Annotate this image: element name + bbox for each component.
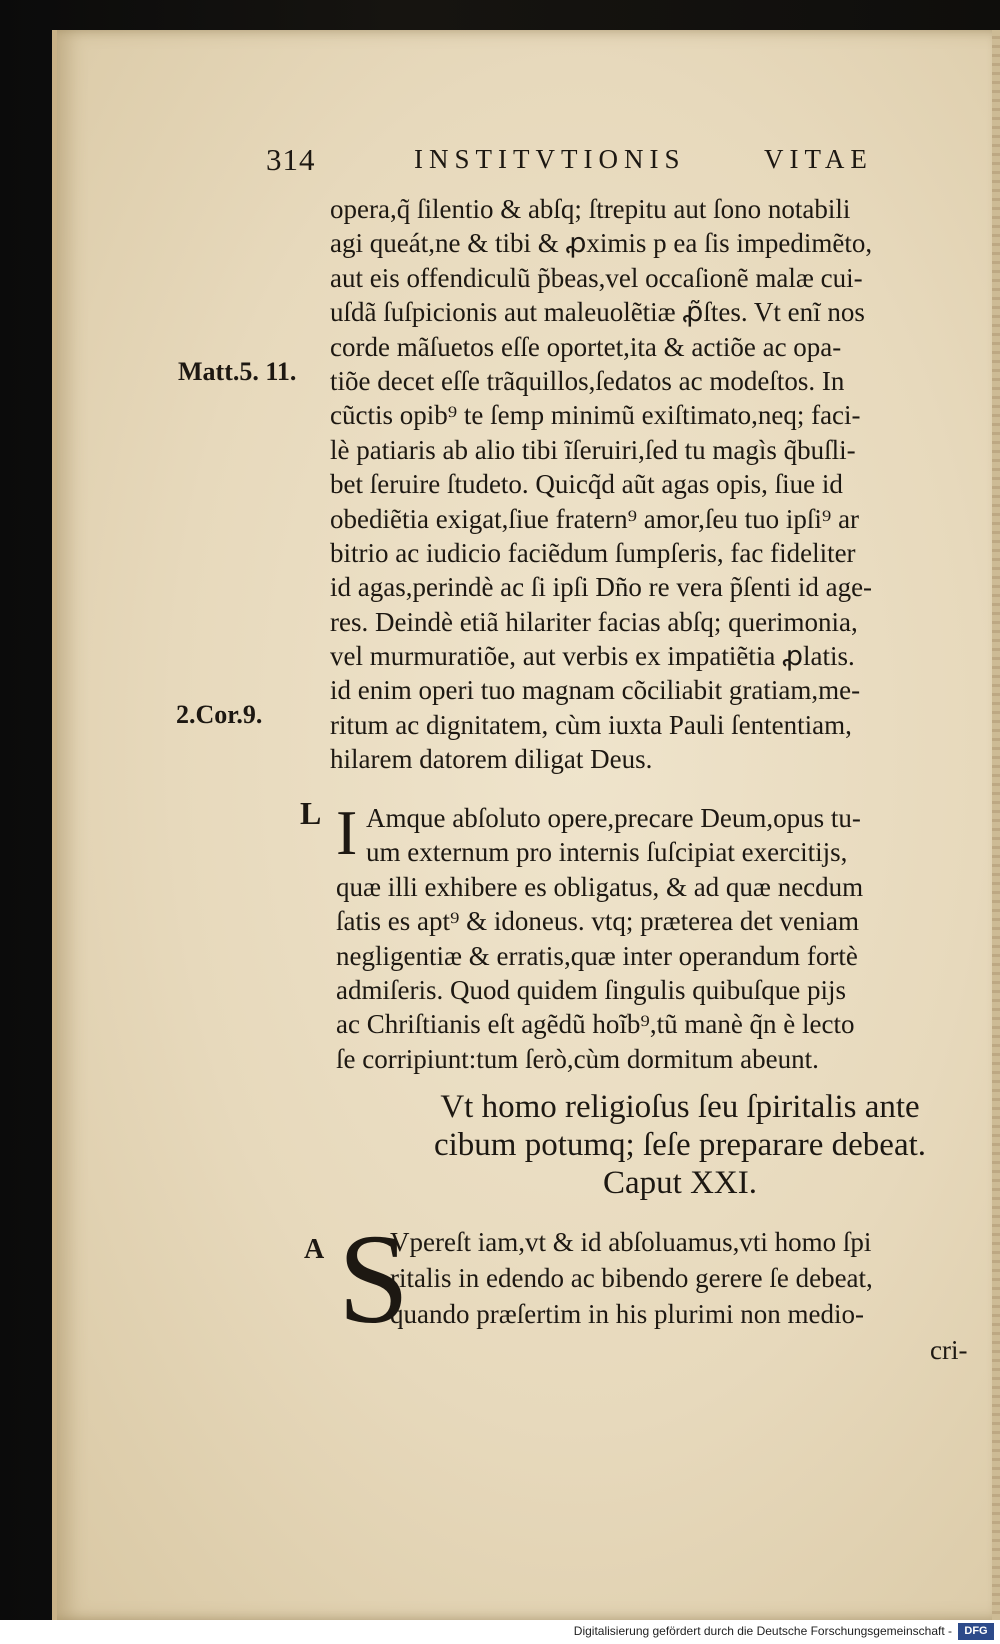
margin-letter-l: L	[300, 795, 322, 831]
text-line: lè patiaris ab alio tibi ĩſeruiri,ſed tu magìs q̃buſli-	[330, 434, 856, 465]
text-line: obediẽtia exigat,ſiue fratern⁹ amor,ſeu tuo ipſi⁹ ar	[330, 503, 860, 534]
text-line: um externum pro internis ſuſcipiat exercitijs,	[366, 837, 848, 868]
text-line: cũctis opib⁹ te ſemp minimũ exiſtimato,neq; faci-	[330, 400, 861, 431]
text-line: opera,q̃ ſilentio & abſq; ſtrepitu aut ſono notabili	[330, 194, 851, 224]
chapter-heading	[380, 1088, 980, 1202]
digitization-footer	[0, 1620, 1000, 1644]
text-line: hilarem datorem diligat Deus.	[330, 744, 653, 775]
text-line: ritum ac dignitatem, cùm iuxta Pauli ſententiam,	[330, 709, 852, 740]
text-line: tiõe decet eſſe trãquillos,ſedatos ac modeſtos. In	[330, 365, 845, 396]
text-line: bitrio ac iudicio faciẽdum ſumpſeris, fac fideliter	[330, 537, 856, 568]
initial-s: S	[338, 1208, 410, 1350]
chapter-number: Caput XXI.	[603, 1165, 757, 1201]
text-line: bet ſeruire ſtudeto. Quicq̃d aũt agas opis, ſiue id	[330, 469, 843, 500]
chapter-title-line: cibum potumq; ſeſe preparare debeat.	[433, 1127, 927, 1163]
text-line: aut eis offendiculũ p̃beas,vel occaſionẽ malæ cui-	[330, 262, 863, 293]
margin-letter-a: A	[304, 1234, 325, 1265]
chapter-title-line: Vt homo religioſus ſeu ſpiritalis ante	[440, 1089, 920, 1125]
text-line: ac Chriſtianis eſt agẽdũ hoĩb⁹,tũ manè q̃n è lecto	[336, 1009, 855, 1040]
text-line: Amque abſoluto opere,precare Deum,opus tu-	[366, 803, 861, 833]
text-line: ſe corripiunt:tum ſerò,cùm dormitum abeunt.	[336, 1043, 819, 1074]
paragraph-1	[330, 192, 978, 777]
running-title-2: VITAE	[764, 144, 873, 174]
dfg-logo: DFG	[958, 1623, 994, 1640]
margin-note-matt: Matt.5. 11.	[178, 357, 297, 386]
catchword: cri-	[930, 1335, 968, 1365]
text-line: Vpereſt iam,vt & id abſoluamus,vti homo ſpi	[390, 1227, 872, 1257]
page-number: 314	[266, 142, 316, 177]
text-line: id enim operi tuo magnam cõciliabit gratiam,me-	[330, 675, 861, 706]
text-line: quæ illi exhibere es obligatus, & ad quæ necdum	[336, 871, 864, 902]
running-head	[266, 142, 906, 182]
text-line: corde mãſuetos eſſe oportet,ita & actiõe ac opa-	[330, 331, 842, 362]
text-line: admiſeris. Quod quidem ſingulis quibuſque pijs	[336, 974, 846, 1005]
margin-note-cor: 2.Cor.9.	[176, 700, 263, 729]
page-edge	[992, 30, 1000, 1620]
text-line: id agas,perindè ac ſi ipſi Dño re vera p̃ſenti id age-	[330, 572, 873, 603]
text-line: res. Deindè etiã hilariter facias abſq; querimonia,	[330, 606, 858, 637]
initial-i: I	[336, 797, 358, 868]
paragraph-3	[390, 1224, 978, 1332]
text-line: quando præſertim in his plurimi non medio-	[390, 1299, 864, 1329]
running-title: INSTITVTIONIS	[414, 144, 686, 174]
text-line: ritalis in edendo ac bibendo gerere ſe debeat,	[390, 1263, 873, 1293]
text-line: uſdã ſuſpicionis aut maleuolẽtiæ ꝓ̃ſtes. Vt enĩ nos	[330, 297, 865, 328]
footer-credit: Digitalisierung gefördert durch die Deutsche Forschungsgemeinschaft -	[573, 1624, 952, 1638]
text-line: negligentiæ & erratis,quæ inter operandum fortè	[336, 940, 858, 971]
text-line: ſatis es apt⁹ & idoneus. vtq; præterea det veniam	[336, 906, 860, 937]
text-line: vel murmuratiõe, aut verbis ex impatiẽtia ꝓlatis.	[330, 641, 855, 672]
paragraph-2	[336, 797, 978, 1076]
text-line: agi queát,ne & tibi & ꝓximis p ea ſis impedimẽto,	[330, 228, 873, 259]
